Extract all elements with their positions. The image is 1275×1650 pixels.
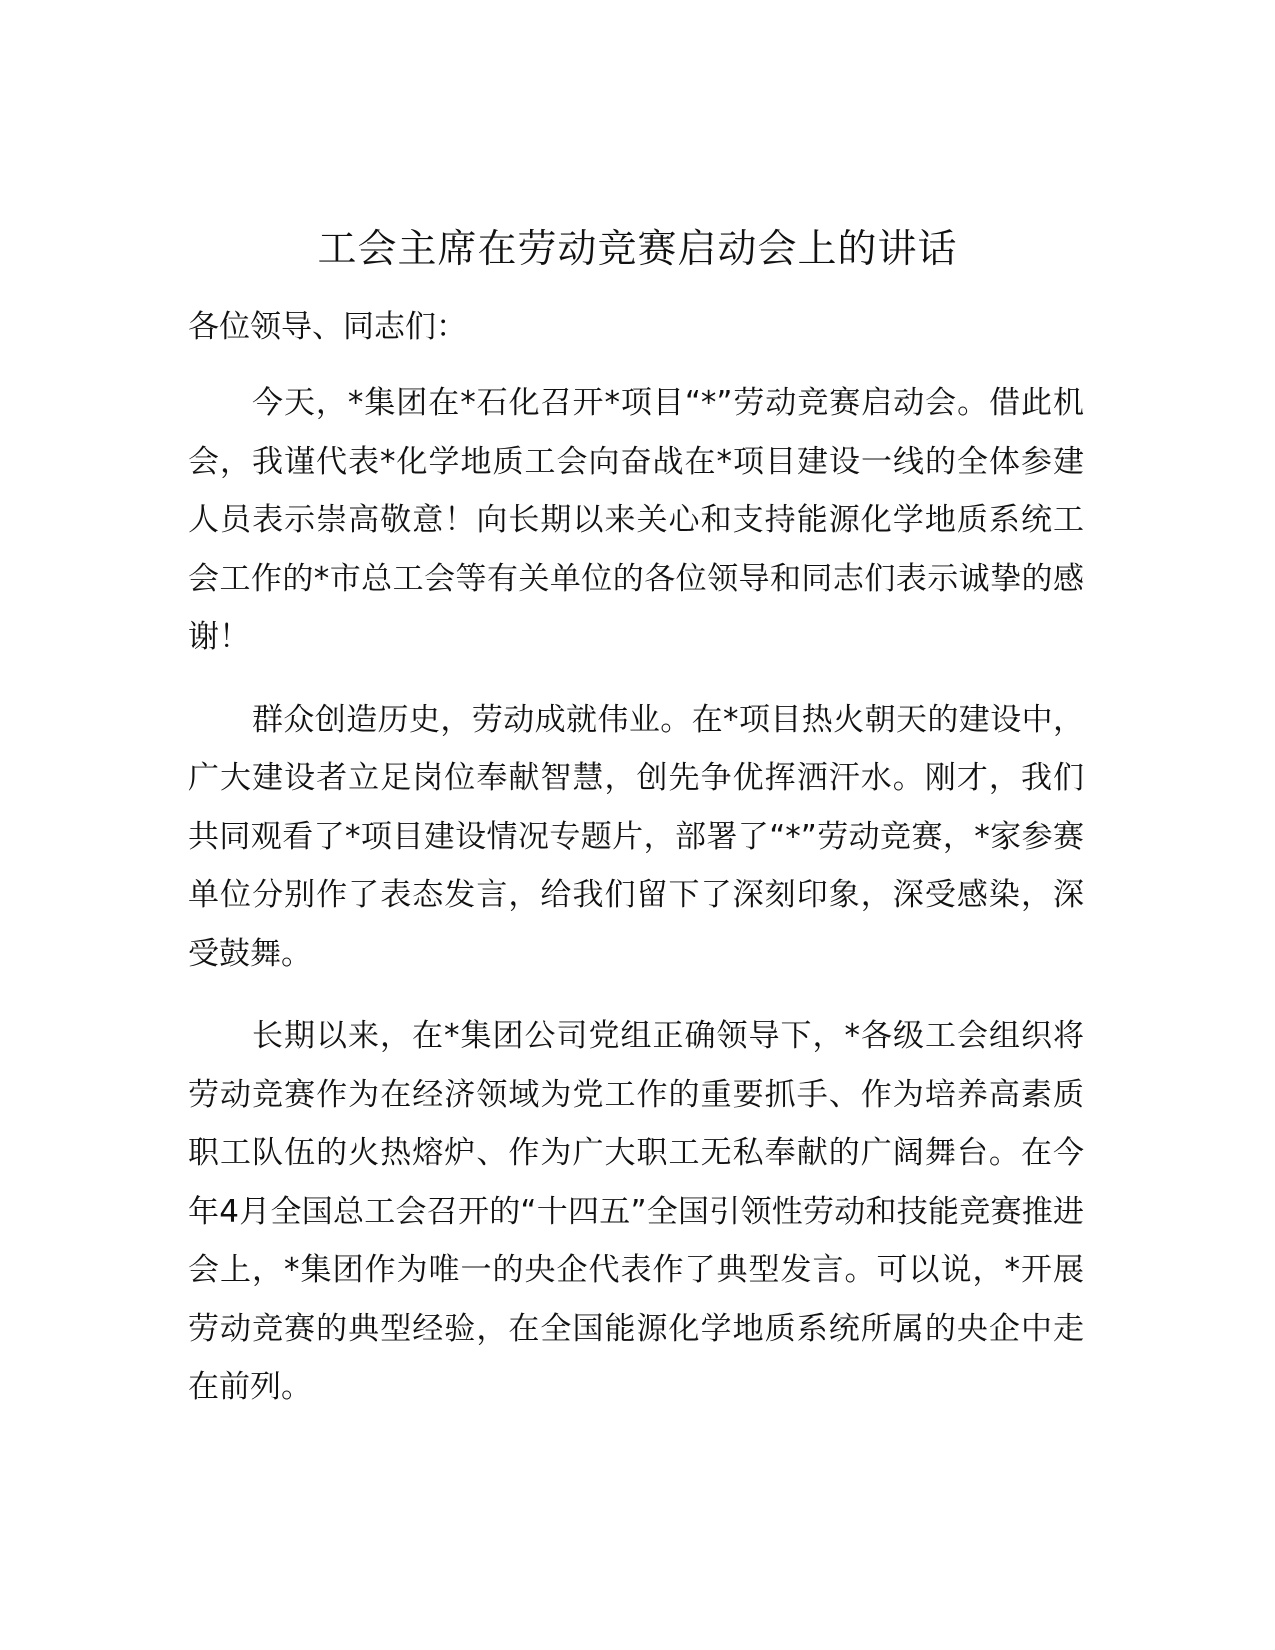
document-title: 工会主席在劳动竞赛启动会上的讲话 — [317, 227, 958, 272]
salutation: 各位领导、同志们： — [188, 309, 467, 345]
paragraph-2: 群众创造历史，劳动成就伟业。在*项目热火朝天的建设中，广大建设者立足岗位奉献智慧，创先争优挥洒汗水。刚才，我们共同观看了*项目建设情况专题片，部署了“*”劳动竞赛，*家参赛单位分别作了表态发言，给我们留下了深刻印象，深受感染，深受鼓舞。 — [188, 701, 1084, 972]
paragraph-3: 长期以来，在*集团公司党组正确领导下，*各级工会组织将劳动竞赛作为在经济领域为党工作的重要抓手、作为培养高素质职工队伍的火热熔炉、作为广大职工无私奉献的广阔舞台。在今年4月全国总工会召开的“十四五”全国引领性劳动和技能竞赛推进会上，*集团作为唯一的央企代表作了典型发言。可以说，*开展劳动竞赛的典型经验，在全国能源化学地质系统所属的央企中走在前列。 — [188, 1018, 1084, 1405]
paragraph-1: 今天，*集团在*石化召开*项目“*”劳动竞赛启动会。借此机会，我谨代表*化学地质工会向奋战在*项目建设一线的全体参建人员表示崇高敬意！向长期以来关心和支持能源化学地质系统工会工作的*市总工会等有关单位的各位领导和同志们表示诚挚的感谢！ — [188, 385, 1084, 655]
document-body — [188, 298, 1084, 1441]
